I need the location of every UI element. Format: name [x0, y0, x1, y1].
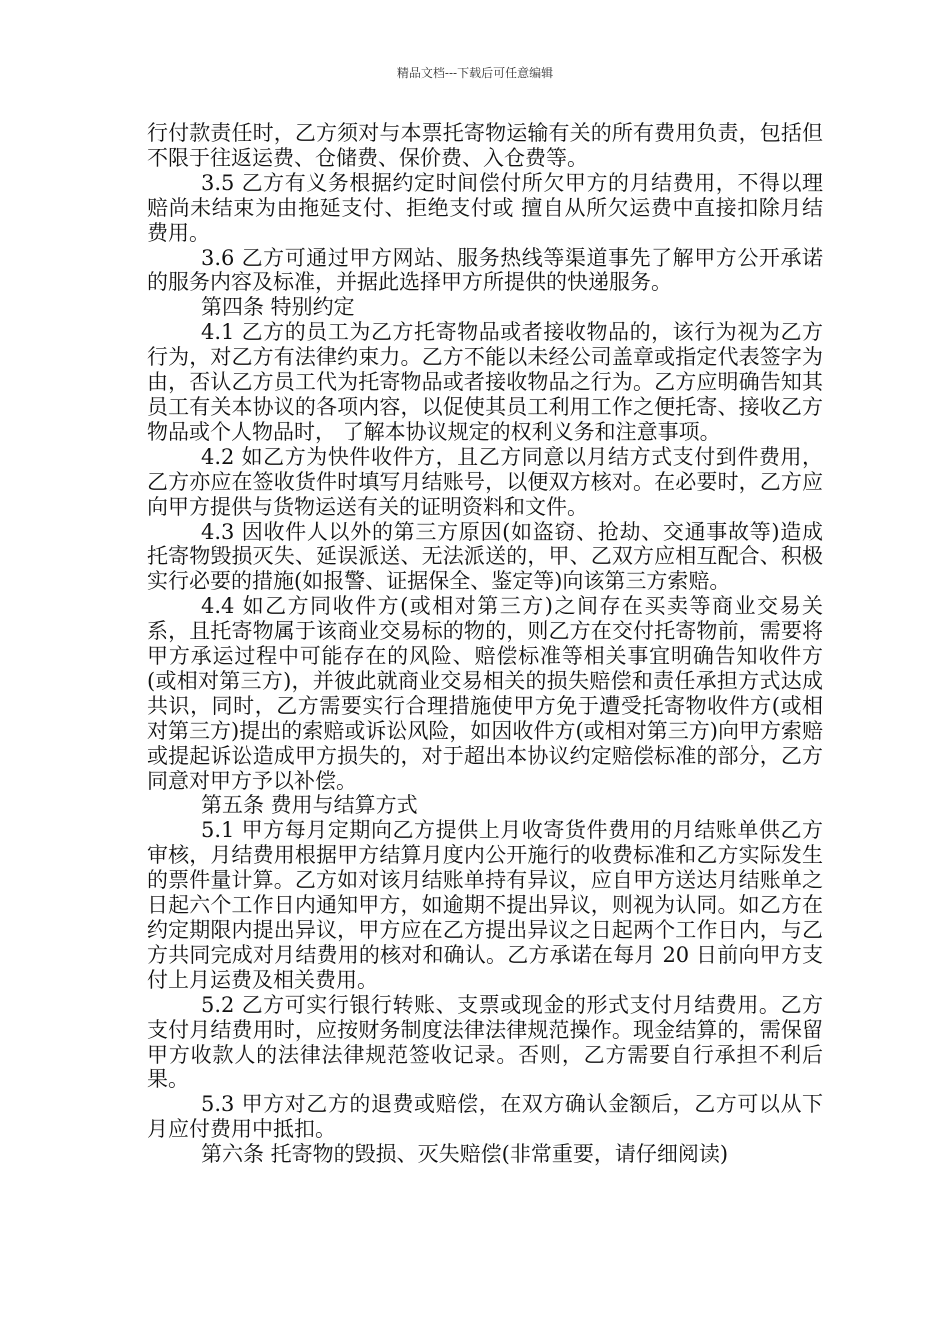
document-body	[147, 121, 823, 1167]
paragraph: 3.5 乙方有义务根据约定时间偿付所欠甲方的月结费用，不得以理赔尚未结束为由拖延支付、拒绝支付或 擅自从所欠运费中直接扣除月结费用。	[147, 170, 823, 245]
section-heading: 第四条 特别约定	[201, 295, 355, 320]
paragraph: 4.4 如乙方同收件方(或相对第三方)之间存在买卖等商业交易关系，且托寄物属于该商业交易标的物的，则乙方在交付托寄物前，需要将甲方承运过程中可能存在的风险、赔偿标准等相关事宜明确告知收件方(或相对第三方)，并彼此就商业交易相关的损失赔偿和责任承担方式达成共识，同时，乙方需要实行合理措施使甲方免于遭受托寄物收件方(或相对第三方)提出的索赔或诉讼风险，如因收件方(或相对第三方)向甲方索赔或提起诉讼造成甲方损失的，对于超出本协议约定赔偿标准的部分，乙方同意对甲方予以补偿。	[147, 594, 823, 793]
paragraph: 行付款责任时，乙方须对与本票托寄物运输有关的所有费用负责，包括但不限于往返运费、仓储费、保价费、入仓费等。	[147, 121, 823, 170]
paragraph: 4.2 如乙方为快件收件方，且乙方同意以月结方式支付到件费用，乙方亦应在签收货件时填写月结账号，以便双方核对。在必要时，乙方应向甲方提供与货物运送有关的证明资料和文件。	[147, 444, 823, 519]
page-header: 精品文档---下载后可任意编辑	[396, 66, 554, 80]
paragraph: 5.3 甲方对乙方的退费或赔偿，在双方确认金额后，乙方可以从下月应付费用中抵扣。	[147, 1092, 823, 1142]
paragraph: 4.3 因收件人以外的第三方原因(如盗窃、抢劫、交通事故等)造成托寄物毁损灭失、延误派送、无法派送的，甲、乙双方应相互配合、积极实行必要的措施(如报警、证据保全、鉴定等)向该第三方索赔。	[147, 519, 823, 594]
paragraph: 5.2 乙方可实行银行转账、支票或现金的形式支付月结费用。乙方支付月结费用时，应按财务制度法律法律规范操作。现金结算的，需保留甲方收款人的法律法律规范签收记录。否则，乙方需要自行承担不利后果。	[147, 992, 823, 1092]
section-heading: 第六条 托寄物的毁损、灭失赔偿(非常重要，请仔细阅读)	[201, 1142, 729, 1167]
section-heading: 第五条 费用与结算方式	[201, 793, 418, 818]
paragraph: 3.6 乙方可通过甲方网站、服务热线等渠道事先了解甲方公开承诺的服务内容及标准，并据此选择甲方所提供的快递服务。	[147, 245, 823, 295]
paragraph: 5.1 甲方每月定期向乙方提供上月收寄货件费用的月结账单供乙方审核，月结费用根据甲方结算月度内公开施行的收费标准和乙方实际发生的票件量计算。乙方如对该月结账单持有异议，应自甲方送达月结账单之日起六个工作日内通知甲方，如逾期不提出异议，则视为认同。如乙方在约定期限内提出异议，甲方应在乙方提出异议之日起两个工作日内，与乙方共同完成对月结费用的核对和确认。乙方承诺在每月 20 日前向甲方支付上月运费及相关费用。	[147, 818, 823, 992]
paragraph: 4.1 乙方的员工为乙方托寄物品或者接收物品的，该行为视为乙方行为，对乙方有法律约束力。乙方不能以未经公司盖章或指定代表签字为由，否认乙方员工代为托寄物品或者接收物品之行为。乙方应明确告知其员工有关本协议的各项内容，以促使其员工利用工作之便托寄、接收乙方物品或个人物品时， 了解本协议规定的权利义务和注意事项。	[147, 320, 823, 444]
